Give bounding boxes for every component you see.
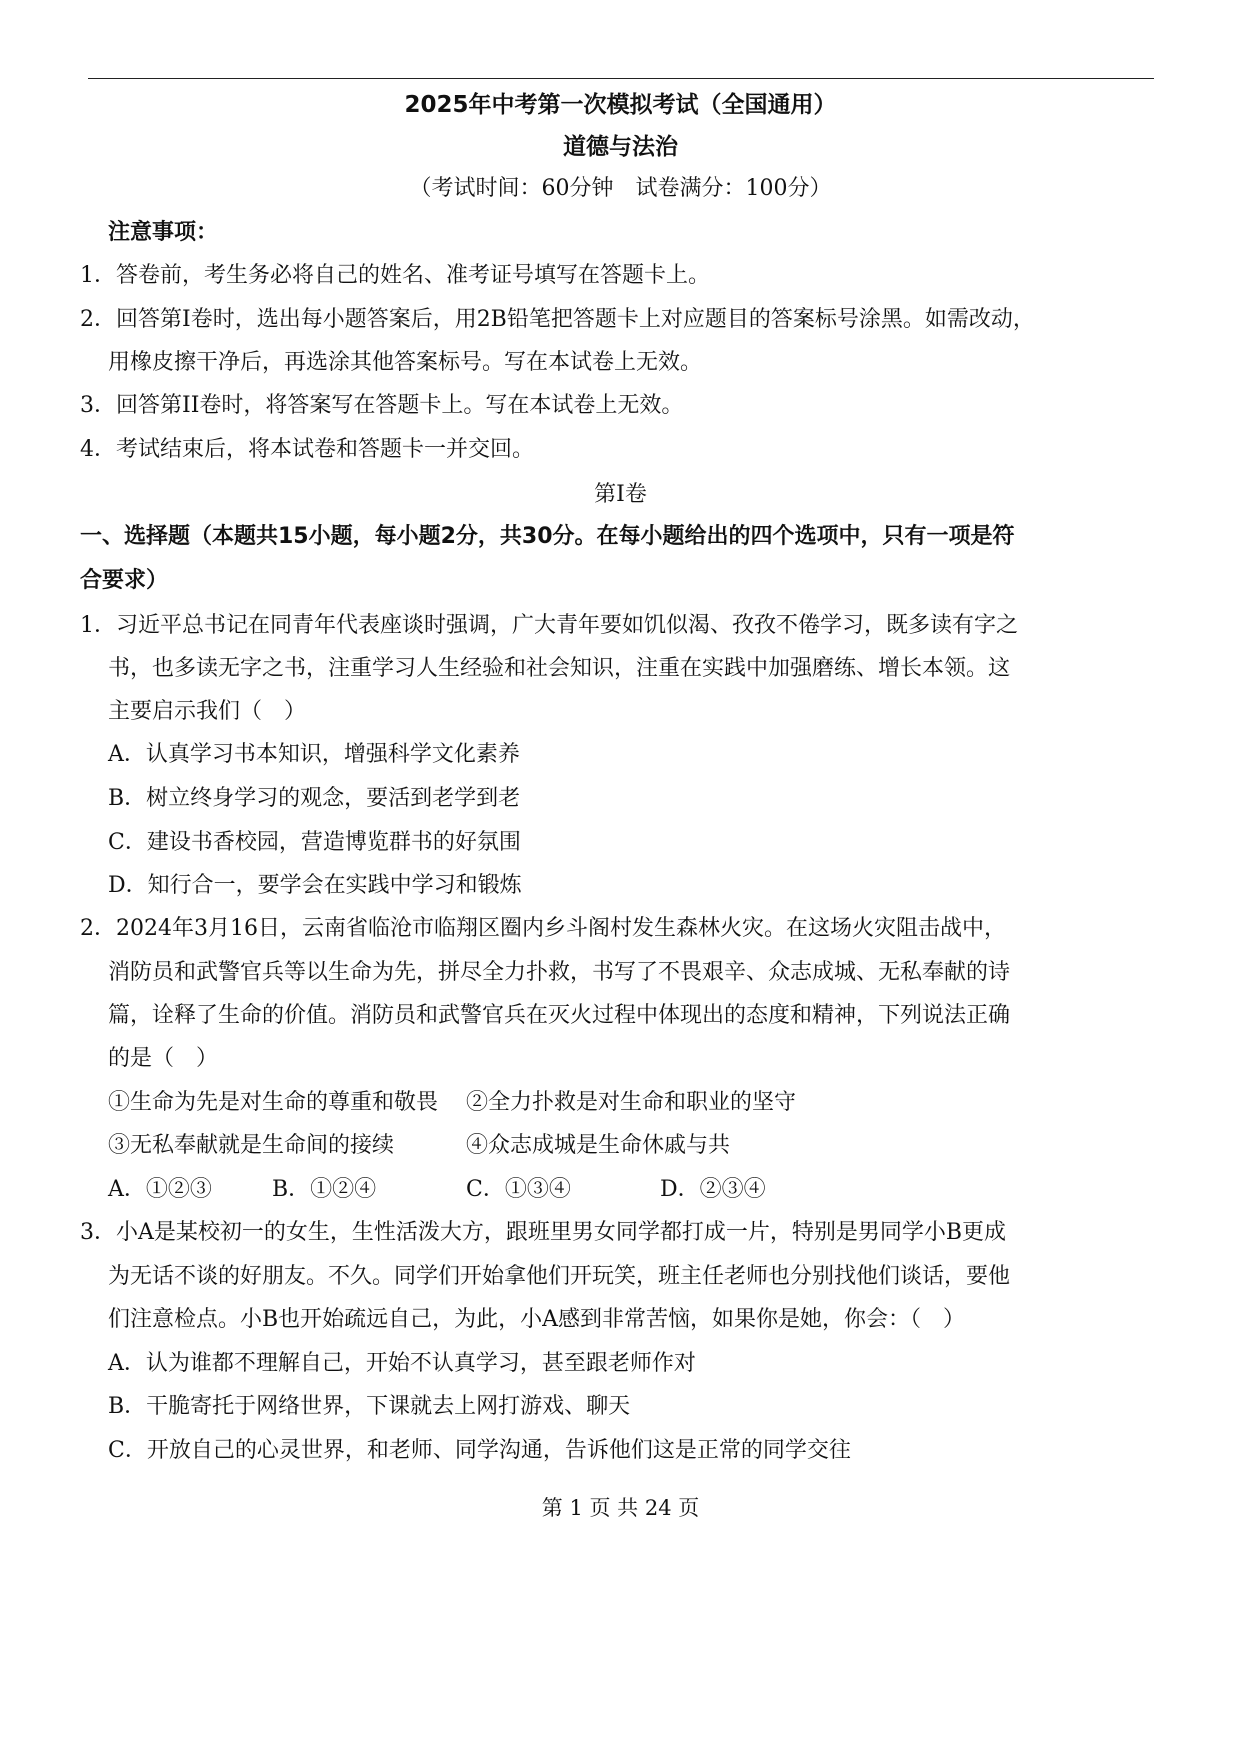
exam-title: 2025年中考第一次模拟考试（全国通用）: [404, 92, 837, 118]
note-item: 4．考试结束后，将本试卷和答题卡一并交回。: [80, 437, 534, 462]
question-2-text: 的是（ ）: [108, 1046, 219, 1071]
question-1-text: 主要启示我们（ ）: [108, 699, 307, 724]
part-label: 第I卷: [594, 482, 647, 507]
question-3-option-c: C．开放自己的心灵世界，和老师、同学沟通，告诉他们这是正常的同学交往: [108, 1438, 851, 1463]
page-number: 第 1 页 共 24 页: [541, 1496, 700, 1520]
section-heading: 一、选择题（本题共15小题，每小题2分，共30分。在每小题给出的四个选项中，只有一项是符: [80, 524, 1015, 549]
question-2-statement-4: ④众志成城是生命休戚与共: [466, 1133, 731, 1158]
question-2-text: 消防员和武警官兵等以生命为先，拼尽全力扑救，书写了不畏艰辛、众志成城、无私奉献的诗: [108, 960, 1011, 985]
question-2-option-a: A．①②③: [108, 1177, 212, 1202]
note-item: 用橡皮擦干净后，再选涂其他答案标号。写在本试卷上无效。: [108, 350, 703, 375]
question-1-text: 1．习近平总书记在同青年代表座谈时强调，广大青年要如饥似渴、孜孜不倦学习，既多读有字之: [80, 613, 1019, 638]
note-item: 3．回答第II卷时，将答案写在答题卡上。写在本试卷上无效。: [80, 393, 684, 418]
note-item: 1．答卷前，考生务必将自己的姓名、准考证号填写在答题卡上。: [80, 263, 710, 288]
subject-title: 道德与法治: [563, 134, 678, 160]
question-1-option-c: C．建设书香校园，营造博览群书的好氛围: [108, 830, 521, 855]
question-1-option-d: D．知行合一，要学会在实践中学习和锻炼: [108, 873, 522, 898]
exam-info: （考试时间：60分钟 试卷满分：100分）: [409, 176, 832, 201]
notes-heading: 注意事项：: [108, 220, 219, 245]
question-2-statement-2: ②全力扑救是对生命和职业的坚守: [466, 1090, 797, 1115]
question-2-option-d: D．②③④: [660, 1177, 766, 1202]
top-rule: [88, 78, 1154, 79]
question-3-text: 们注意检点。小B也开始疏远自己，为此，小A感到非常苦恼，如果你是她，你会：（ ）: [108, 1307, 966, 1332]
question-1-option-a: A．认真学习书本知识，增强科学文化素养: [108, 742, 520, 767]
question-2-text: 篇，诠释了生命的价值。消防员和武警官兵在灭火过程中体现出的态度和精神，下列说法正确: [108, 1003, 1011, 1028]
question-1-option-b: B．树立终身学习的观念，要活到老学到老: [108, 786, 521, 811]
section-heading-cont: 合要求）: [80, 568, 169, 593]
question-2-statement-1: ①生命为先是对生命的尊重和敬畏: [108, 1090, 439, 1115]
question-3-text: 3．小A是某校初一的女生，生性活泼大方，跟班里男女同学都打成一片，特别是男同学小B更成: [80, 1220, 1007, 1245]
question-3-option-b: B．干脆寄托于网络世界，下课就去上网打游戏、聊天: [108, 1394, 631, 1419]
question-2-text: 2．2024年3月16日，云南省临沧市临翔区圈内乡斗阁村发生森林火灾。在这场火灾阻击战中，: [80, 916, 1006, 941]
question-3-text: 为无话不谈的好朋友。不久。同学们开始拿他们开玩笑，班主任老师也分别找他们谈话，要他: [108, 1264, 1011, 1289]
question-1-text: 书，也多读无字之书，注重学习人生经验和社会知识，注重在实践中加强磨练、增长本领。这: [108, 656, 1011, 681]
question-2-option-c: C．①③④: [466, 1177, 571, 1202]
question-3-option-a: A．认为谁都不理解自己，开始不认真学习，甚至跟老师作对: [108, 1351, 696, 1376]
question-2-statement-3: ③无私奉献就是生命间的接续: [108, 1133, 395, 1158]
question-2-option-b: B．①②④: [272, 1177, 377, 1202]
note-item: 2．回答第I卷时，选出每小题答案后，用2B铅笔把答题卡上对应题目的答案标号涂黑。如需改动，: [80, 307, 1035, 332]
